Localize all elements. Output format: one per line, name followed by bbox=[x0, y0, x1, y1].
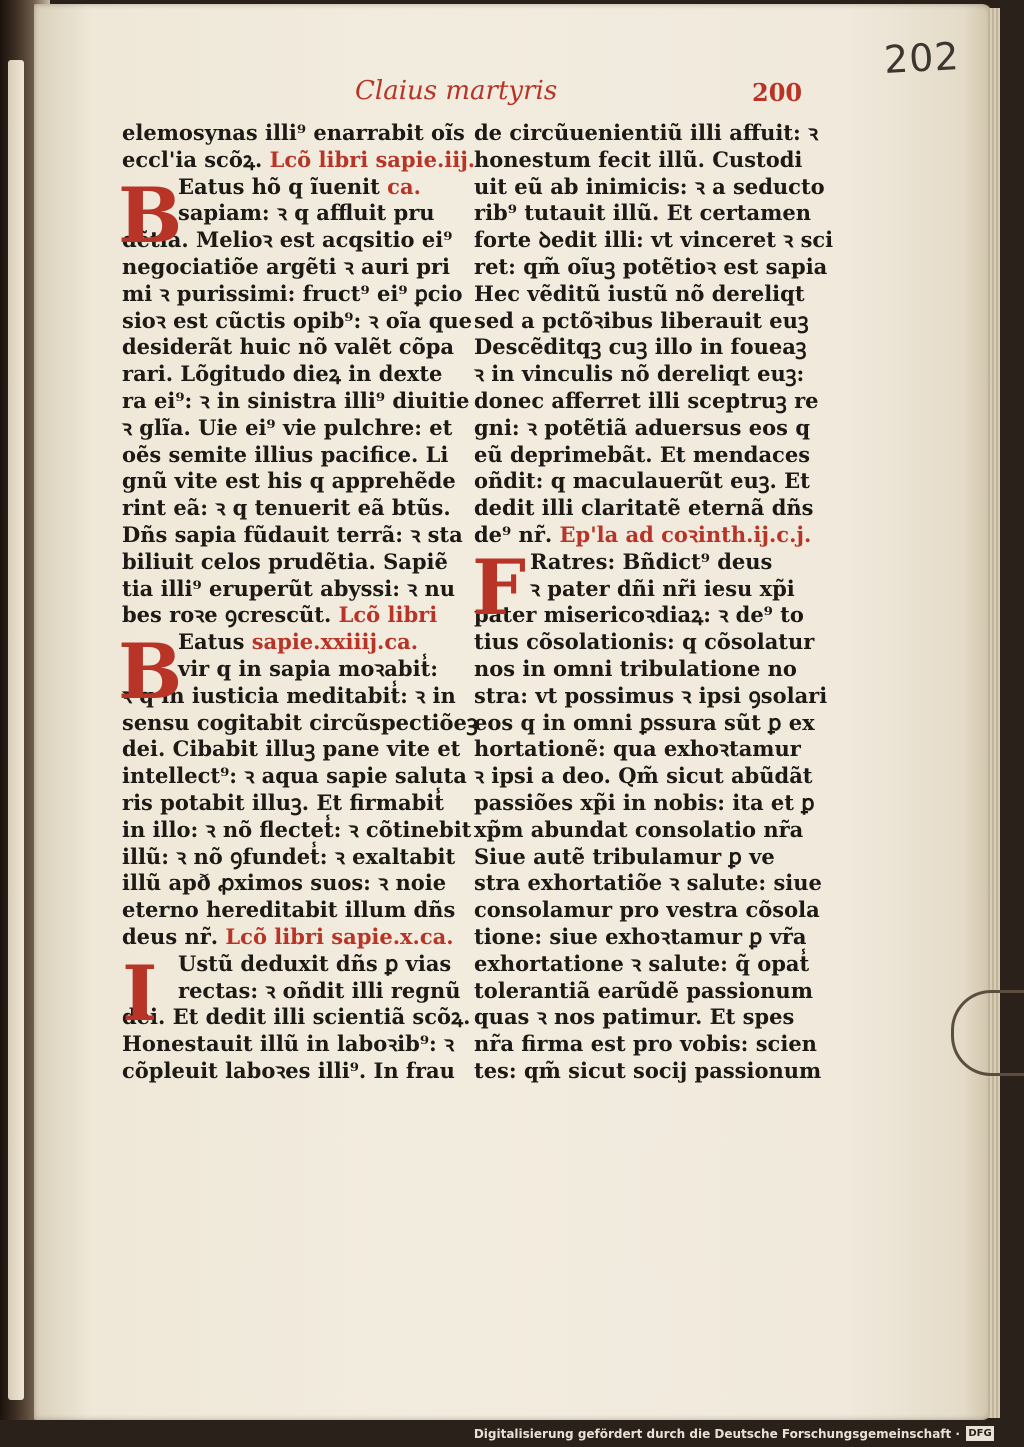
line-text: eterno hereditabit illum dñs bbox=[122, 897, 456, 923]
text-line bbox=[122, 280, 463, 308]
text-line bbox=[474, 281, 804, 308]
line-text: biliuit celos prudẽtia. Sapiẽ bbox=[122, 548, 448, 574]
text-line bbox=[122, 977, 461, 1005]
line-text: Eatus bbox=[178, 629, 252, 655]
text-line bbox=[474, 817, 804, 844]
text-line bbox=[122, 1031, 455, 1058]
line-text: ꝛ in vinculis nõ dereliqt euꝫ: bbox=[474, 361, 805, 387]
red-initial-b-1: B bbox=[118, 171, 183, 260]
text-line bbox=[474, 656, 804, 683]
text-line bbox=[474, 1031, 817, 1058]
text-line bbox=[474, 1004, 804, 1031]
line-text: in illo: ꝛ nõ flectet̾: ꝛ cõtinebit bbox=[122, 816, 472, 842]
line-text: sioꝛ est cũctis opib⁹: ꝛ oĩa que bbox=[122, 307, 473, 333]
line-text: eũ deprimebãt. Et mendaces bbox=[474, 441, 811, 467]
text-line bbox=[474, 307, 809, 335]
text-line bbox=[474, 763, 813, 790]
line-text: ꝛ pater dñi nr̃i iesu xp̃i bbox=[530, 575, 795, 601]
text-line bbox=[122, 146, 476, 174]
line-text: ꝛ ipsi a deo. Qm̃ sicut abũdãt bbox=[474, 763, 813, 789]
left-text-column bbox=[122, 120, 478, 1085]
text-line bbox=[474, 120, 819, 147]
text-line bbox=[122, 575, 456, 603]
text-line bbox=[474, 147, 804, 174]
text-line bbox=[474, 629, 815, 656]
line-text: honestum fecit illũ. Custodi bbox=[474, 146, 803, 172]
funding-credit: Digitalisierung gefördert durch die Deutsche Forschungsgemeinschaft · bbox=[473, 1427, 960, 1441]
line-text: forte ꝺedit illi: vt vinceret ꝛ sci bbox=[474, 227, 834, 253]
line-text: uit eũ ab inimicis: ꝛ a seducto bbox=[474, 173, 825, 199]
line-text: vir q in sapia moꝛabit̾: bbox=[178, 655, 439, 681]
line-text: intellect⁹: ꝛ aqua sapie saluta bbox=[122, 763, 467, 789]
line-text: Descẽditqꝫ cuꝫ illo in foueaꝫ bbox=[474, 334, 807, 360]
line-text: rectas: ꝛ oñdit illi regnũ bbox=[178, 977, 461, 1003]
line-text: tolerantiã earũdẽ passionum bbox=[474, 977, 813, 1003]
line-text: tes: qm̃ sicut socij passionum bbox=[474, 1057, 822, 1083]
rubric-text: sapie.xxiiij.ca. bbox=[251, 629, 419, 655]
line-text: tius cõsolationis: q cõsolatur bbox=[474, 629, 815, 655]
line-text: sapiam: ꝛ q affluit pru bbox=[178, 200, 435, 226]
rubric-text: Ep'la ad coꝛinth.ij.c.j. bbox=[559, 521, 812, 547]
line-text: Hec vẽditũ iustũ nõ dereliqt bbox=[474, 280, 805, 306]
line-text: illũ apð ꝓximos suos: ꝛ noie bbox=[122, 870, 447, 896]
line-text: ris potabit illuꝫ. Et firmabit̾ bbox=[122, 789, 444, 815]
red-initial-i: I bbox=[122, 949, 158, 1038]
line-text: Honestauit illũ in laboꝛib⁹: ꝛ bbox=[122, 1031, 455, 1057]
book-clasp bbox=[951, 990, 1024, 1076]
text-line bbox=[122, 1057, 455, 1085]
line-text: Dñs sapia fũdauit terrã: ꝛ sta bbox=[122, 521, 463, 547]
text-line bbox=[122, 495, 452, 522]
line-text: tione: siue exhoꝛtamur ꝑ vr̃a bbox=[474, 923, 807, 949]
text-line bbox=[474, 923, 807, 951]
line-text: tia illi⁹ eruperũt abyssi: ꝛ nu bbox=[122, 575, 456, 601]
line-text: de circũuenientiũ illi affuit: ꝛ bbox=[474, 120, 819, 145]
text-line bbox=[122, 790, 452, 817]
text-line bbox=[122, 736, 461, 763]
text-line bbox=[122, 924, 452, 951]
line-text: gni: ꝛ potẽtiã aduersus eos q bbox=[474, 414, 810, 440]
text-line bbox=[474, 361, 804, 388]
red-initial-f: F bbox=[472, 543, 526, 632]
text-line bbox=[122, 521, 463, 549]
line-text: sensu cogitabit circũspectiõeꝫ bbox=[122, 709, 478, 735]
printed-folio-number: 200 bbox=[752, 78, 803, 107]
text-line bbox=[474, 844, 804, 871]
line-text: negociatiõe argẽti ꝛ auri pri bbox=[122, 253, 450, 279]
text-line bbox=[474, 736, 804, 763]
line-text: consolamur pro vestra cõsola bbox=[474, 897, 820, 923]
text-line bbox=[122, 897, 456, 924]
line-text: Ustũ deduxit dñs ꝑ vias bbox=[178, 950, 452, 976]
text-line bbox=[122, 763, 467, 790]
text-line bbox=[474, 495, 814, 522]
text-line bbox=[474, 387, 819, 415]
line-text: rint eã: ꝛ q tenuerit eã btũs. bbox=[122, 495, 451, 521]
rubric-text: Lcõ libri sapie.x.ca. bbox=[225, 923, 454, 949]
line-text: exhortatione ꝛ salute: q̃ opat̾ bbox=[474, 950, 810, 976]
line-text: mi ꝛ purissimi: fruct⁹ ei⁹ ꝑcio bbox=[122, 280, 463, 306]
line-text: elemosynas illi⁹ enarrabit oĩs bbox=[122, 120, 465, 145]
text-line bbox=[122, 361, 452, 388]
text-line bbox=[474, 1057, 822, 1085]
dfg-logo: DFG bbox=[966, 1426, 994, 1441]
text-line bbox=[474, 334, 807, 361]
line-text: stra: vt possimus ꝛ ipsi ꝯsolari bbox=[474, 682, 828, 708]
line-text: desiderãt huic nõ valẽt cõpa bbox=[122, 334, 455, 360]
text-line bbox=[474, 870, 822, 897]
line-text: deus nr̃. bbox=[122, 923, 226, 949]
text-line bbox=[122, 120, 465, 147]
page-fore-edge bbox=[988, 8, 1000, 1418]
line-text: dei. Et dedit illi scientiã scõꝝ. bbox=[122, 1004, 471, 1030]
handwritten-folio-number: 202 bbox=[882, 34, 961, 82]
text-line bbox=[122, 549, 452, 576]
line-text: eos q in omni ꝑssura sũt ꝑ ex bbox=[474, 709, 815, 735]
text-line bbox=[474, 200, 811, 227]
line-text: bes roꝛe ꝯcrescũt. bbox=[122, 602, 339, 628]
line-text: rib⁹ tutauit illũ. Et certamen bbox=[474, 200, 811, 226]
text-line bbox=[122, 415, 452, 442]
line-text: stra exhortatiõe ꝛ salute: siue bbox=[474, 870, 822, 896]
line-text: ra ei⁹: ꝛ in sinistra illi⁹ diuitie bbox=[122, 387, 470, 413]
text-line bbox=[474, 950, 810, 978]
line-text: de⁹ nr̃. bbox=[474, 521, 560, 547]
line-text: hortationẽ: qua exhoꝛtamur bbox=[474, 736, 801, 762]
line-text: oẽs semite illius pacifice. Li bbox=[122, 441, 449, 467]
text-line bbox=[474, 414, 810, 442]
text-line bbox=[122, 468, 456, 495]
rubric-text: ca. bbox=[387, 173, 421, 199]
line-text: ret: qm̃ oĩuꝫ potẽtioꝛ est sapia bbox=[474, 253, 828, 279]
text-line bbox=[122, 307, 473, 335]
line-text: donec afferret illi sceptruꝫ re bbox=[474, 387, 819, 413]
text-line bbox=[474, 253, 828, 281]
line-text: pater misericoꝛdiaꝝ: ꝛ de⁹ to bbox=[474, 602, 804, 628]
text-line bbox=[122, 602, 452, 629]
text-line bbox=[122, 1004, 471, 1031]
line-text: nr̃a firma est pro vobis: scien bbox=[474, 1031, 817, 1057]
line-text: ꝛ glĩa. Uie ei⁹ vie pulchre: et bbox=[122, 414, 453, 440]
line-text: sed a pctõꝛibus liberauit euꝫ bbox=[474, 307, 809, 333]
text-line bbox=[474, 789, 815, 817]
line-text: oñdit: q maculauerũt euꝫ. Et bbox=[474, 468, 810, 494]
line-text: illũ: ꝛ nõ ꝯfundet̾: ꝛ exaltabit bbox=[122, 843, 456, 869]
line-text: dei. Cibabit illuꝫ pane vite et bbox=[122, 736, 461, 762]
text-line bbox=[122, 843, 456, 871]
line-text: dedit illi claritatẽ eternã dñs bbox=[474, 495, 814, 521]
text-line bbox=[474, 709, 815, 737]
text-line bbox=[122, 442, 452, 469]
line-text: xp̃m abundat consolatio nr̃a bbox=[474, 816, 804, 842]
text-line bbox=[122, 334, 455, 361]
rubric-text: Lcõ libri sapie.iij. bbox=[269, 146, 476, 172]
line-text: Ratres: Bñdict⁹ deus bbox=[530, 548, 773, 574]
line-text: Siue autẽ tribulamur ꝑ ve bbox=[474, 843, 775, 869]
text-line bbox=[474, 977, 813, 1005]
text-line bbox=[122, 387, 470, 415]
text-line bbox=[474, 468, 810, 495]
line-text: nos in omni tribulatione no bbox=[474, 655, 797, 681]
text-line bbox=[474, 897, 820, 924]
line-text: gnũ vite est his q apprehẽde bbox=[122, 468, 456, 494]
text-line bbox=[122, 870, 452, 897]
line-text: dẽtia. Melioꝛ est acqsitio ei⁹ bbox=[122, 227, 453, 253]
line-text: rari. Lõgitudo dieꝝ in dexte bbox=[122, 361, 443, 387]
text-line bbox=[122, 951, 452, 978]
text-line bbox=[474, 173, 825, 201]
line-text: cõpleuit laboꝛes illi⁹. In frau bbox=[122, 1057, 455, 1083]
line-text: eccl'ia scõꝝ. bbox=[122, 146, 270, 172]
rubric-text: Lcõ libri bbox=[338, 602, 438, 628]
line-text: quas ꝛ nos patimur. Et spes bbox=[474, 1004, 795, 1030]
text-line bbox=[122, 816, 472, 844]
line-text: ꝛ q in iusticia meditabit̾: ꝛ in bbox=[122, 682, 456, 708]
line-text: Eatus hõ q ĩuenit bbox=[178, 173, 388, 199]
running-head: Claius martyris bbox=[355, 76, 558, 106]
line-text: passiões xp̃i in nobis: ita et ꝑ bbox=[474, 789, 815, 815]
facing-page-edge bbox=[8, 60, 24, 1400]
text-line bbox=[474, 682, 828, 710]
text-line bbox=[474, 227, 834, 254]
text-line bbox=[474, 441, 811, 469]
red-initial-b-2: B bbox=[118, 627, 183, 716]
